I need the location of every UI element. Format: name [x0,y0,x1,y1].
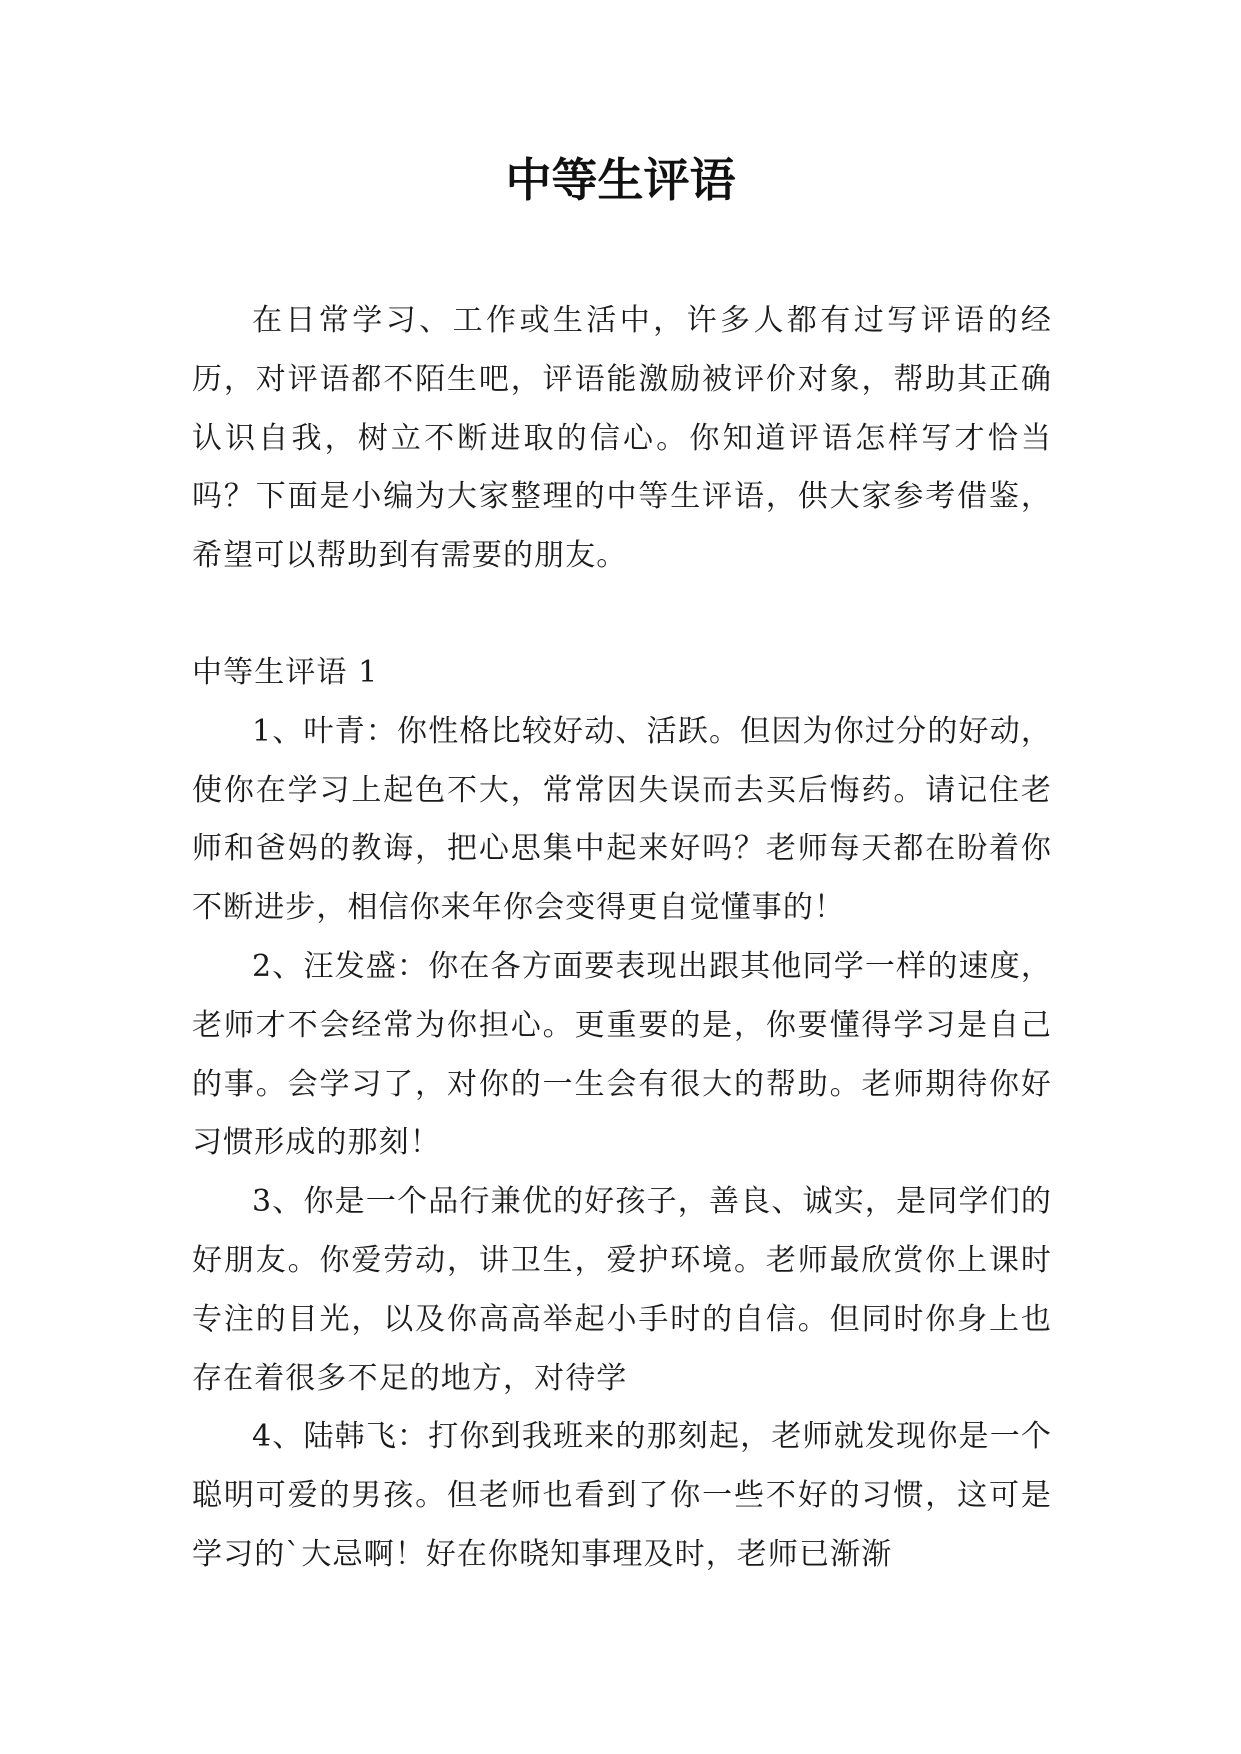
comment-item-3: 3、你是一个品行兼优的好孩子，善良、诚实，是同学们的好朋友。你爱劳动，讲卫生，爱护环境。老师最欣赏你上课时专注的目光，以及你高高举起小手时的自信。但同时你身上也存在着很多不足的地方，对待学 [192,1184,1052,1396]
comment-item-2: 2、汪发盛：你在各方面要表现出跟其他同学一样的速度，老师才不会经常为你担心。更重要的是，你要懂得学习是自己的事。会学习了，对你的一生会有很大的帮助。老师期待你好习惯形成的那刻！ [192,948,1052,1161]
intro-paragraph: 在日常学习、工作或生活中，许多人都有过写评语的经历，对评语都不陌生吧，评语能激励被评价对象，帮助其正确认识自我，树立不断进取的信心。你知道评语怎样写才恰当吗？下面是小编为大家整理的中等生评语，供大家参考借鉴，希望可以帮助到有需要的朋友。 [192,303,1052,574]
comment-item-1: 1、叶青：你性格比较好动、活跃。但因为你过分的好动，使你在学习上起色不大，常常因失误而去买后悔药。请记住老师和爸妈的教诲，把心思集中起来好吗？老师每天都在盼着你不断进步，相信你来年你会变得更自觉懂事的！ [192,713,1052,926]
document-title: 中等生评语 [505,153,736,207]
section-heading: 中等生评语 1 [192,654,379,690]
document-body [192,292,1052,1585]
comment-item-4: 4、陆韩飞：打你到我班来的那刻起，老师就发现你是一个聪明可爱的男孩。但老师也看到了你一些不好的习惯，这可是学习的`大忌啊！好在你晓知事理及时，老师已渐渐 [192,1419,1052,1572]
